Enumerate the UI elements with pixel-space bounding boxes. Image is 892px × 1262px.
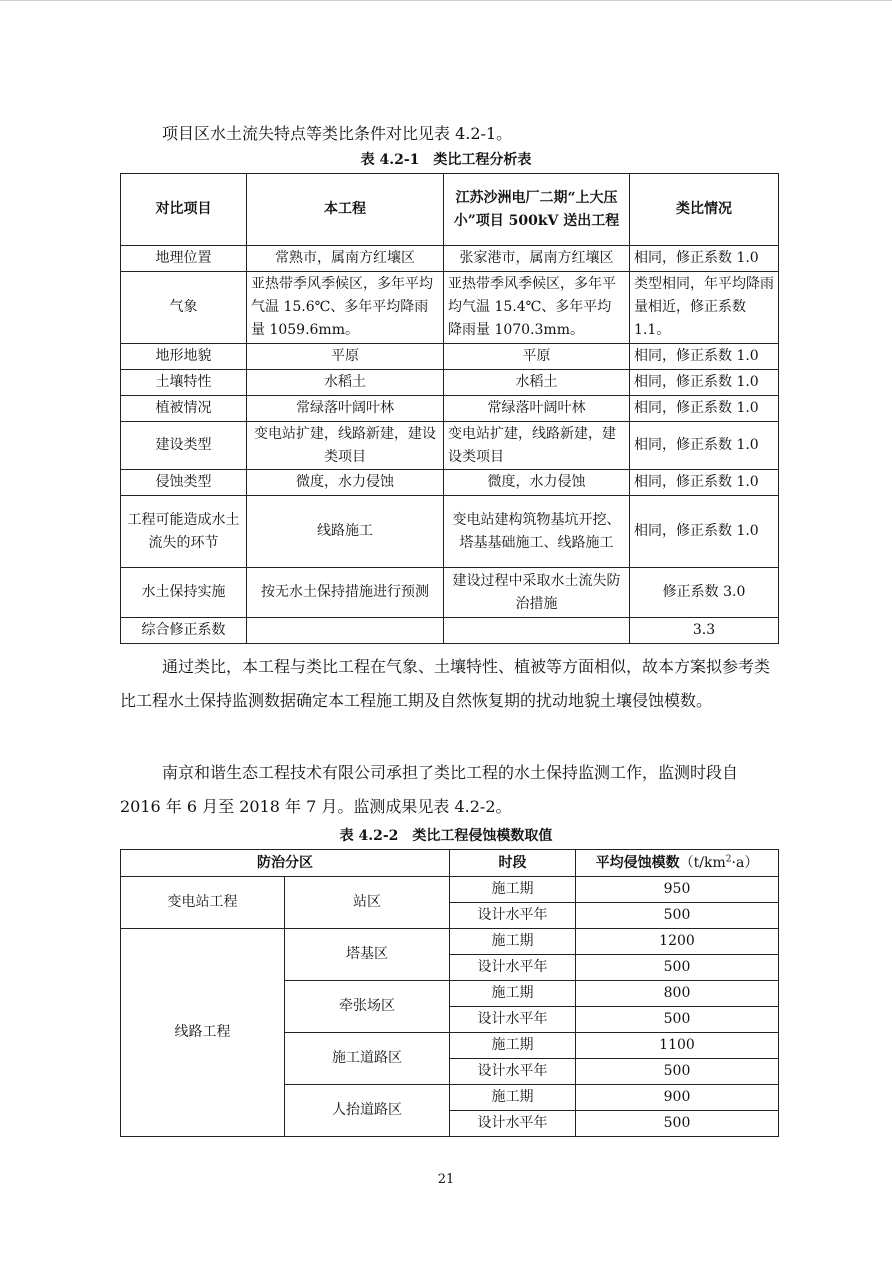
table-cell: 相同，修正系数 1.0 [630, 246, 779, 272]
table-row [121, 618, 779, 644]
table1-comparison [120, 173, 779, 644]
table-row [121, 929, 779, 955]
period-cell: 设计水平年 [450, 1059, 576, 1085]
value-cell: 500 [576, 1007, 779, 1033]
table1-header-row [121, 174, 779, 246]
table-cell: 气象 [121, 272, 247, 344]
table-cell: 平原 [247, 344, 444, 370]
table-cell: 常绿落叶阔叶林 [444, 396, 630, 422]
value-cell: 900 [576, 1085, 779, 1111]
table-cell: 微度，水力侵蚀 [247, 470, 444, 496]
table-cell: 类型相同，年平均降雨量相近，修正系数 1.1。 [630, 272, 779, 344]
table-cell: 线路施工 [247, 496, 444, 568]
table-cell: 建设类型 [121, 422, 247, 470]
table-cell: 综合修正系数 [121, 618, 247, 644]
page-number: 21 [437, 1172, 455, 1187]
table-cell: 水土保持实施 [121, 568, 247, 618]
value-cell: 500 [576, 903, 779, 929]
table-cell: 水稻土 [247, 370, 444, 396]
table-cell: 水稻土 [444, 370, 630, 396]
header-cell-period: 时段 [450, 850, 576, 877]
table-cell: 常绿落叶阔叶林 [247, 396, 444, 422]
subarea-cell: 塔基区 [285, 929, 450, 981]
header-cell: 对比项目 [121, 174, 247, 246]
table-cell: 张家港市，属南方红壤区 [444, 246, 630, 272]
table-row [121, 422, 779, 470]
period-cell: 设计水平年 [450, 1007, 576, 1033]
value-cell: 1200 [576, 929, 779, 955]
table-row [121, 470, 779, 496]
table-cell: 变电站建构筑物基坑开挖、塔基基础施工、线路施工 [444, 496, 630, 568]
group-cell: 线路工程 [121, 929, 285, 1137]
value-cell: 500 [576, 1111, 779, 1137]
table-cell: 地理位置 [121, 246, 247, 272]
unit-label: $(t/km^2\cdot a)$ [679, 853, 759, 871]
table-cell: 相同，修正系数 1.0 [630, 396, 779, 422]
table2-caption: 表 4.2-2 类比工程侵蚀模数取值 [339, 828, 553, 844]
subarea-cell: 人抬道路区 [285, 1085, 450, 1137]
table-cell: 工程可能造成水土流失的环节 [121, 496, 247, 568]
period-cell: 施工期 [450, 1033, 576, 1059]
table-cell: 亚热带季风季候区，多年平均气温 15.4℃、多年平均降雨量 1070.3mm。 [444, 272, 630, 344]
header-cell: 本工程 [247, 174, 444, 246]
value-cell: 950 [576, 877, 779, 903]
table-row [121, 877, 779, 903]
modulus-label: 平均侵蚀模数 [595, 854, 680, 871]
table2-header-row [121, 850, 779, 877]
table-row [121, 396, 779, 422]
table-cell: 平原 [444, 344, 630, 370]
period-cell: 设计水平年 [450, 903, 576, 929]
table-row [121, 344, 779, 370]
subarea-cell: 牵张场区 [285, 981, 450, 1033]
period-cell: 设计水平年 [450, 955, 576, 981]
table-row [121, 272, 779, 344]
table-cell: 微度，水力侵蚀 [444, 470, 630, 496]
table-cell: 侵蚀类型 [121, 470, 247, 496]
page-top-rule [0, 0, 892, 1]
value-cell: 800 [576, 981, 779, 1007]
table-cell: 土壤特性 [121, 370, 247, 396]
monitoring-paragraph: 南京和谐生态工程技术有限公司承担了类比工程的水土保持监测工作，监测时段自 2016 年 6 月至 2018 年 7 月。监测成果见表 4.2-2。 [120, 763, 739, 816]
subarea-cell: 施工道路区 [285, 1033, 450, 1085]
table-cell: 地形地貌 [121, 344, 247, 370]
group-cell: 变电站工程 [121, 877, 285, 929]
value-cell: 1100 [576, 1033, 779, 1059]
intro-paragraph: 项目区水土流失特点等类比条件对比见表 4.2-1。 [162, 124, 513, 143]
table-row [121, 370, 779, 396]
table-cell [247, 618, 444, 644]
table-cell: 变电站扩建，线路新建，建设类项目 [444, 422, 630, 470]
table-cell: 3.3 [630, 618, 779, 644]
table-row [121, 246, 779, 272]
table-cell: 变电站扩建，线路新建，建设类项目 [247, 422, 444, 470]
table-cell: 亚热带季风季候区，多年平均气温 15.6℃、多年平均降雨量 1059.6mm。 [247, 272, 444, 344]
table-cell [444, 618, 630, 644]
period-cell: 设计水平年 [450, 1111, 576, 1137]
period-cell: 施工期 [450, 981, 576, 1007]
value-cell: 500 [576, 955, 779, 981]
table-cell: 相同，修正系数 1.0 [630, 470, 779, 496]
table-row [121, 496, 779, 568]
period-cell: 施工期 [450, 929, 576, 955]
table-row [121, 568, 779, 618]
header-cell: 江苏沙洲电厂二期“上大压小”项目 500kV 送出工程 [444, 174, 630, 246]
header-cell-zone: 防治分区 [121, 850, 450, 877]
header-cell: 类比情况 [630, 174, 779, 246]
table-cell: 相同，修正系数 1.0 [630, 344, 779, 370]
table2-erosion-modulus [120, 849, 779, 1137]
table-cell: 按无水土保持措施进行预测 [247, 568, 444, 618]
value-cell: 500 [576, 1059, 779, 1085]
table-cell: 常熟市，属南方红壤区 [247, 246, 444, 272]
table-cell: 修正系数 3.0 [630, 568, 779, 618]
table-cell: 相同，修正系数 1.0 [630, 422, 779, 470]
header-cell-modulus [576, 850, 779, 877]
table-cell: 植被情况 [121, 396, 247, 422]
period-cell: 施工期 [450, 1085, 576, 1111]
table1-caption: 表 4.2-1 类比工程分析表 [360, 152, 532, 168]
period-cell: 施工期 [450, 877, 576, 903]
table-cell: 相同，修正系数 1.0 [630, 496, 779, 568]
table-cell: 相同，修正系数 1.0 [630, 370, 779, 396]
table-cell: 建设过程中采取水土流失防治措施 [444, 568, 630, 618]
subarea-cell: 站区 [285, 877, 450, 929]
analysis-paragraph: 通过类比，本工程与类比工程在气象、土壤特性、植被等方面相似，故本方案拟参考类比工程水土保持监测数据确定本工程施工期及自然恢复期的扰动地貌土壤侵蚀模数。 [120, 657, 771, 710]
